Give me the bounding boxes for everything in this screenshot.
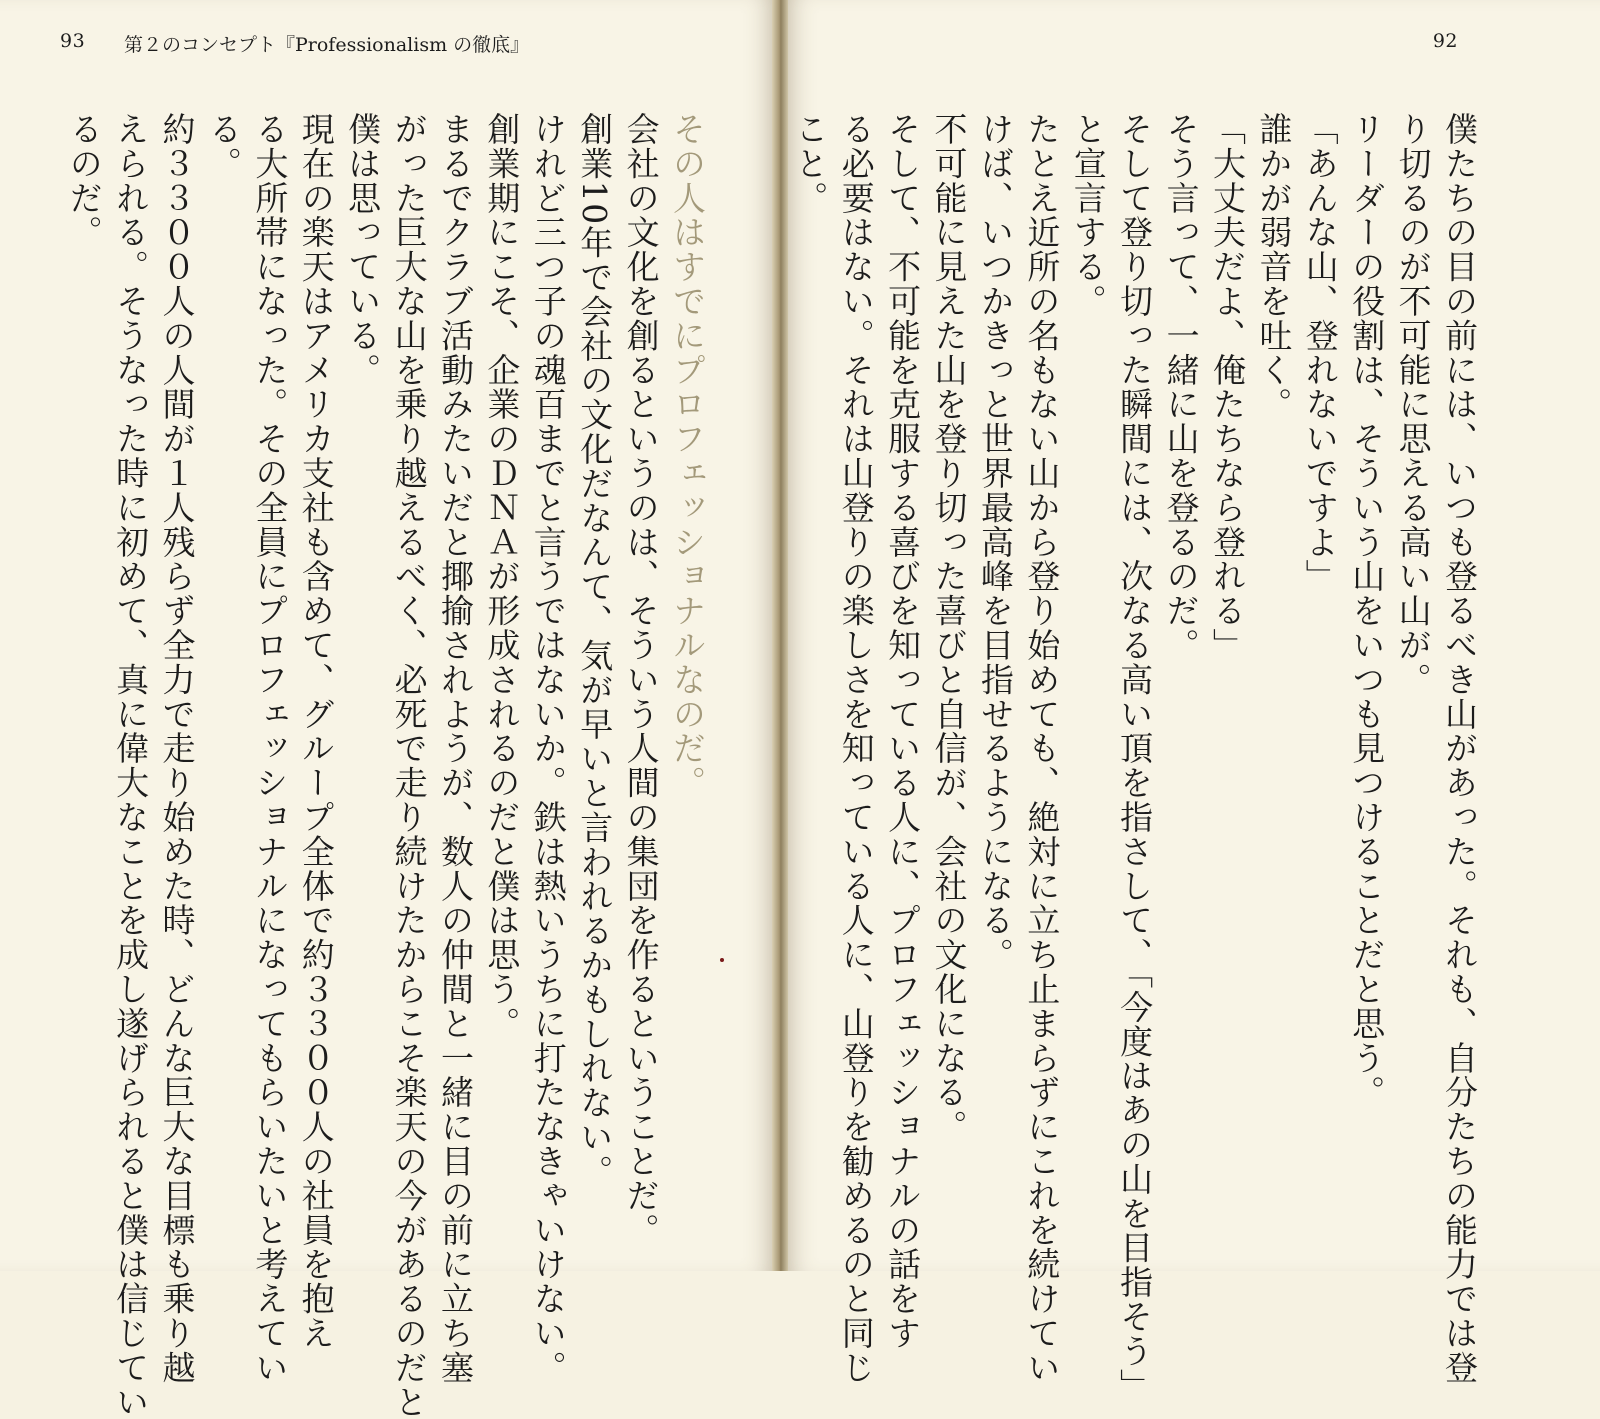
text-line: 約３３００人の人間が１人残らず全力で走り始めた時、どんな巨大な目標も乗り越: [157, 112, 197, 1385]
text-line: る必要はない。それは山登りの楽しさを知っている人に、山登りを勧めるのと同じ: [836, 112, 876, 1385]
text-line: 不可能に見えた山を登り切った喜びと自信が、会社の文化になる。: [929, 112, 969, 1144]
text-line: る大所帯になった。その全員にプロフェッショナルになってもらいたいと考えてい: [250, 112, 290, 1385]
text-line: 僕たちの目の前には、いつも登るべき山があった。それも、自分たちの能力では登: [1440, 112, 1479, 1385]
page-number: 93: [60, 30, 86, 52]
page-number: 92: [1432, 30, 1458, 52]
right-page: [788, 0, 1600, 1403]
body-text: [790, 112, 1482, 1403]
text-line: る。: [203, 112, 243, 181]
ink-speck: [720, 958, 724, 962]
running-head: 第２のコンセプト『Professionalism の徹底』: [124, 34, 530, 56]
text-line: そして登り切った瞬間には、次なる高い頂を指さして、「今度はあの山を目指そう」: [1115, 112, 1155, 1403]
text-line: がった巨大な山を乗り越えるべく、必死で走り続けたからこそ楽天の今があるのだと: [389, 112, 429, 1419]
body-text: [64, 112, 710, 1419]
text-line: るのだ。: [64, 112, 104, 250]
text-line: 誰かが弱音を吐く。: [1254, 112, 1294, 422]
text-line: り切るのが不可能に思える高い山が。: [1393, 112, 1433, 697]
text-line: そう言って、一緒に山を登るのだ。: [1161, 112, 1201, 663]
text-line: えられる。そうなった時に初めて、真に偉大なことを成し遂げられると僕は信じてい: [111, 112, 151, 1419]
text-line: 僕は思っている。: [343, 112, 383, 388]
text-line: こと。: [790, 112, 830, 216]
text-line: まるでクラブ活動みたいだと揶揄されようが、数人の仲間と一緒に目の前に立ち塞: [435, 112, 475, 1385]
text-line: たとえ近所の名もない山から登り始めても、絶対に立ち止まらずにこれを続けてい: [1022, 112, 1062, 1385]
text-line: その人はすでにプロフェッショナルなのだ。: [668, 112, 707, 800]
text-line: そして、不可能を克服する喜びを知っている人に、プロフェッショナルの話をす: [883, 112, 923, 1351]
text-line: 現在の楽天はアメリカ支社も含めて、グループ全体で約３３００人の社員を抱え: [296, 112, 336, 1351]
text-line: 「大丈夫だよ、俺たちなら登れる」: [1207, 112, 1247, 663]
text-line: と宣言する。: [1068, 112, 1108, 319]
text-line: 創業期にこそ、企業のＤＮＡが形成されるのだと僕は思う。: [482, 112, 522, 1041]
text-line: 会社の文化を創るというのは、そういう人間の集団を作るということだ。: [621, 112, 661, 1248]
text-line: けれど三つ子の魂百までと言うではないか。鉄は熱いうちに打たなきゃいけない。: [528, 112, 568, 1385]
text-line: 「あんな山、登れないですよ」: [1300, 112, 1340, 594]
left-page: [0, 0, 772, 1419]
text-line: 創業10年で会社の文化だなんて、気が早いと言われるかもしれない。: [575, 112, 615, 1189]
text-line: リーダーの役割は、そういう山をいつも見つけることだと思う。: [1347, 112, 1387, 1110]
text-line: けば、いつかきっと世界最高峰を目指せるようになる。: [975, 112, 1015, 972]
